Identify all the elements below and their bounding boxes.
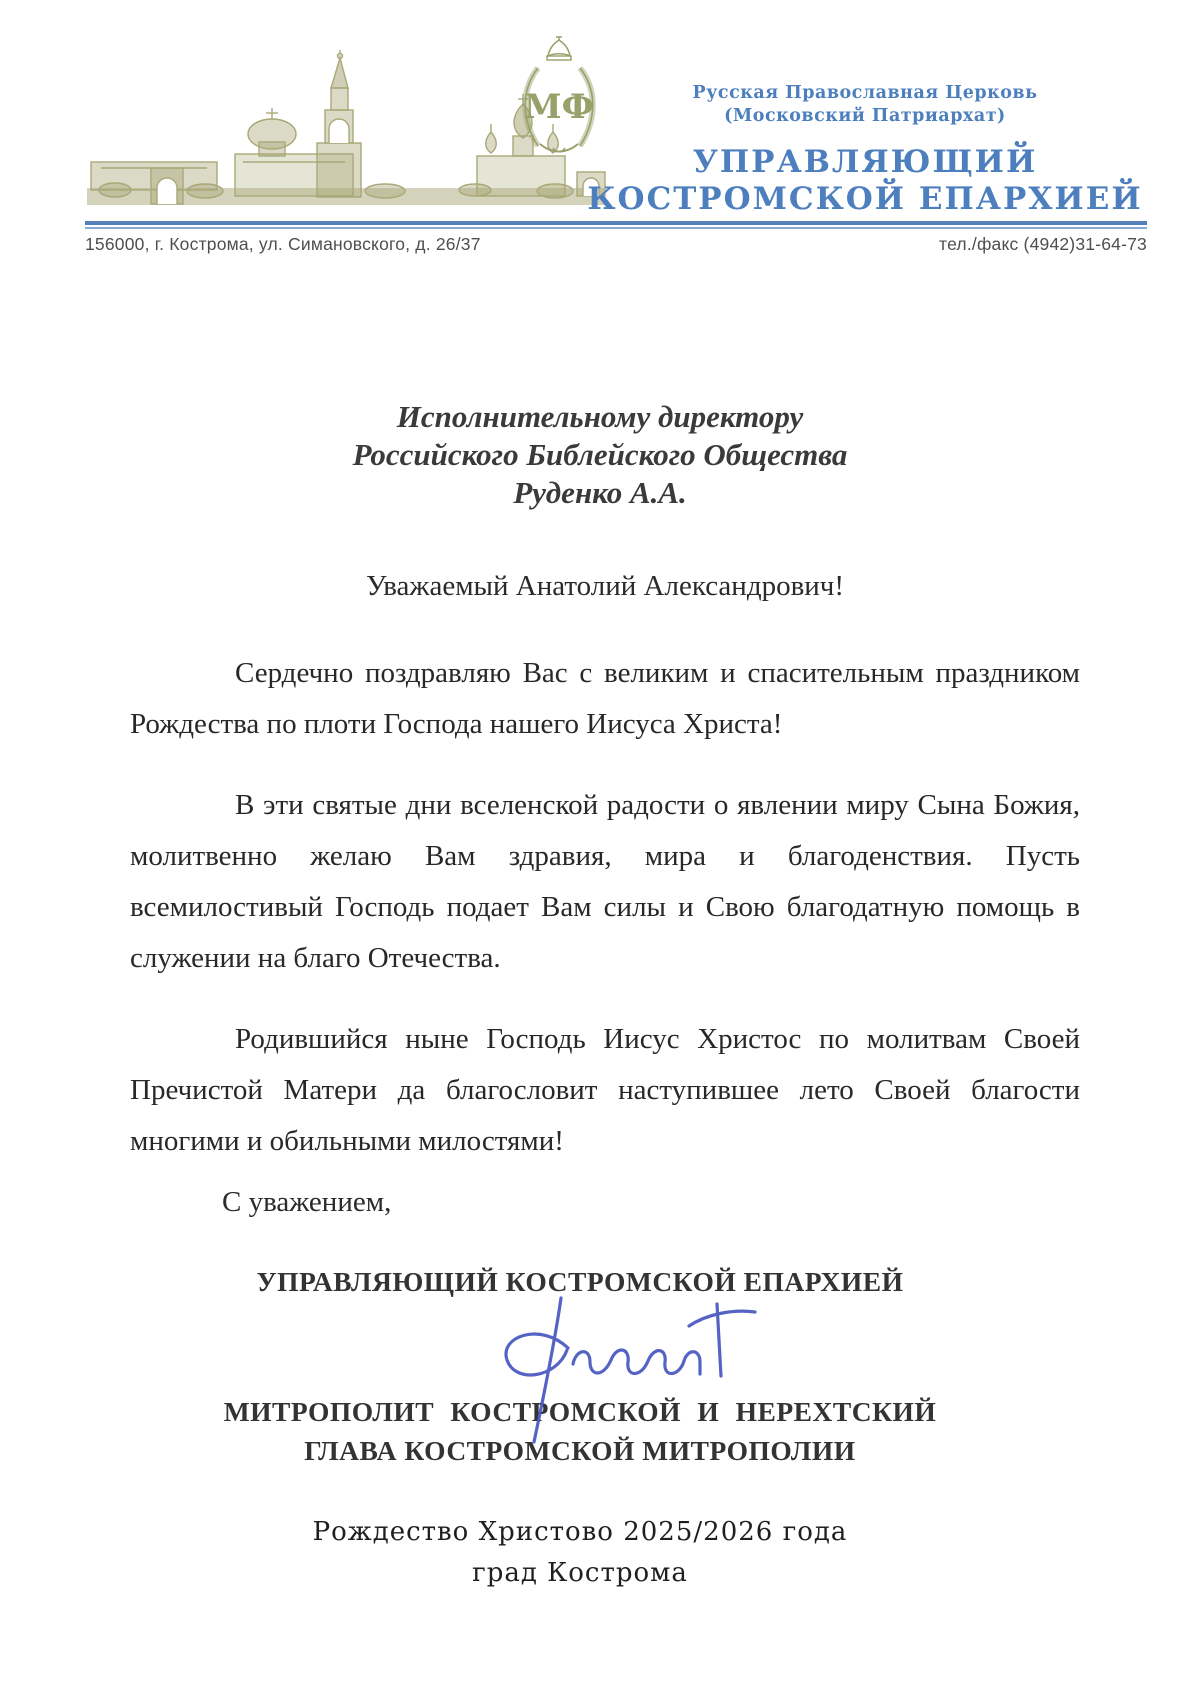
signer-title-line2: ГЛАВА КОСТРОМСКОЙ МИТРОПОЛИИ (304, 1435, 856, 1466)
recipient-position: Исполнительному директору (396, 399, 804, 434)
emblem-monogram-text: МФ (524, 87, 594, 127)
paragraph-2: В эти святые дни вселенской радости о явлении миру Сына Божия, молитвенно желаю Вам здравия, мира и благоденствия. Пусть всемилостивый Господь подает Вам силы и Свою благодатную помощь в служении на благо Отечества. (130, 789, 1080, 974)
paragraph-1: Сердечно поздравляю Вас с великим и спасительным праздником Рождества по плоти Господа нашего Иисуса Христа! (130, 657, 1080, 740)
closing-regards: С уважением, (222, 1186, 392, 1218)
salutation: Уважаемый Анатолий Александрович! (365, 570, 845, 602)
contact-row (85, 234, 1147, 255)
recipient-name: Руденко А.А. (513, 475, 687, 510)
phone-fax: тел./факс (4942)31-64-73 (939, 234, 1147, 254)
signer-position: УПРАВЛЯЮЩИЙ КОСТРОМСКОЙ ЕПАРХИЕЙ (256, 1266, 904, 1297)
letterhead-title-line1: УПРАВЛЯЮЩИЙ (692, 144, 1038, 180)
letterhead-right-block (585, 82, 1145, 218)
church-name: Русская Православная Церковь (692, 83, 1038, 103)
signer-title-line1: МИТРОПОЛИТ КОСТРОМСКОЙ И НЕРЕХТСКИЙ (223, 1396, 937, 1427)
paragraph-3: Родившийся ныне Господь Иисус Христос по молитвам Своей Пречистой Матери да благословит наступившее лето Своей благости многими и обильными милостями! (130, 1023, 1080, 1157)
letterhead-divider (85, 221, 1147, 230)
footer-feast-line: Рождество Христово 2025/2026 года (312, 1517, 848, 1547)
recipient-block (150, 398, 1050, 512)
footer-city-line: град Кострома (472, 1558, 688, 1588)
letterhead-title-line2: КОСТРОМСКОЙ ЕПАРХИЕЙ (587, 181, 1143, 217)
patriarchate: (Московский Патриархат) (724, 106, 1006, 126)
letter-body (130, 648, 1080, 1197)
postal-address: 156000, г. Кострома, ул. Симановского, д. 26/37 (85, 234, 481, 254)
recipient-organization: Российского Библейского Общества (352, 437, 848, 472)
handwritten-signature (455, 1292, 775, 1447)
footer-date-block (180, 1512, 980, 1594)
